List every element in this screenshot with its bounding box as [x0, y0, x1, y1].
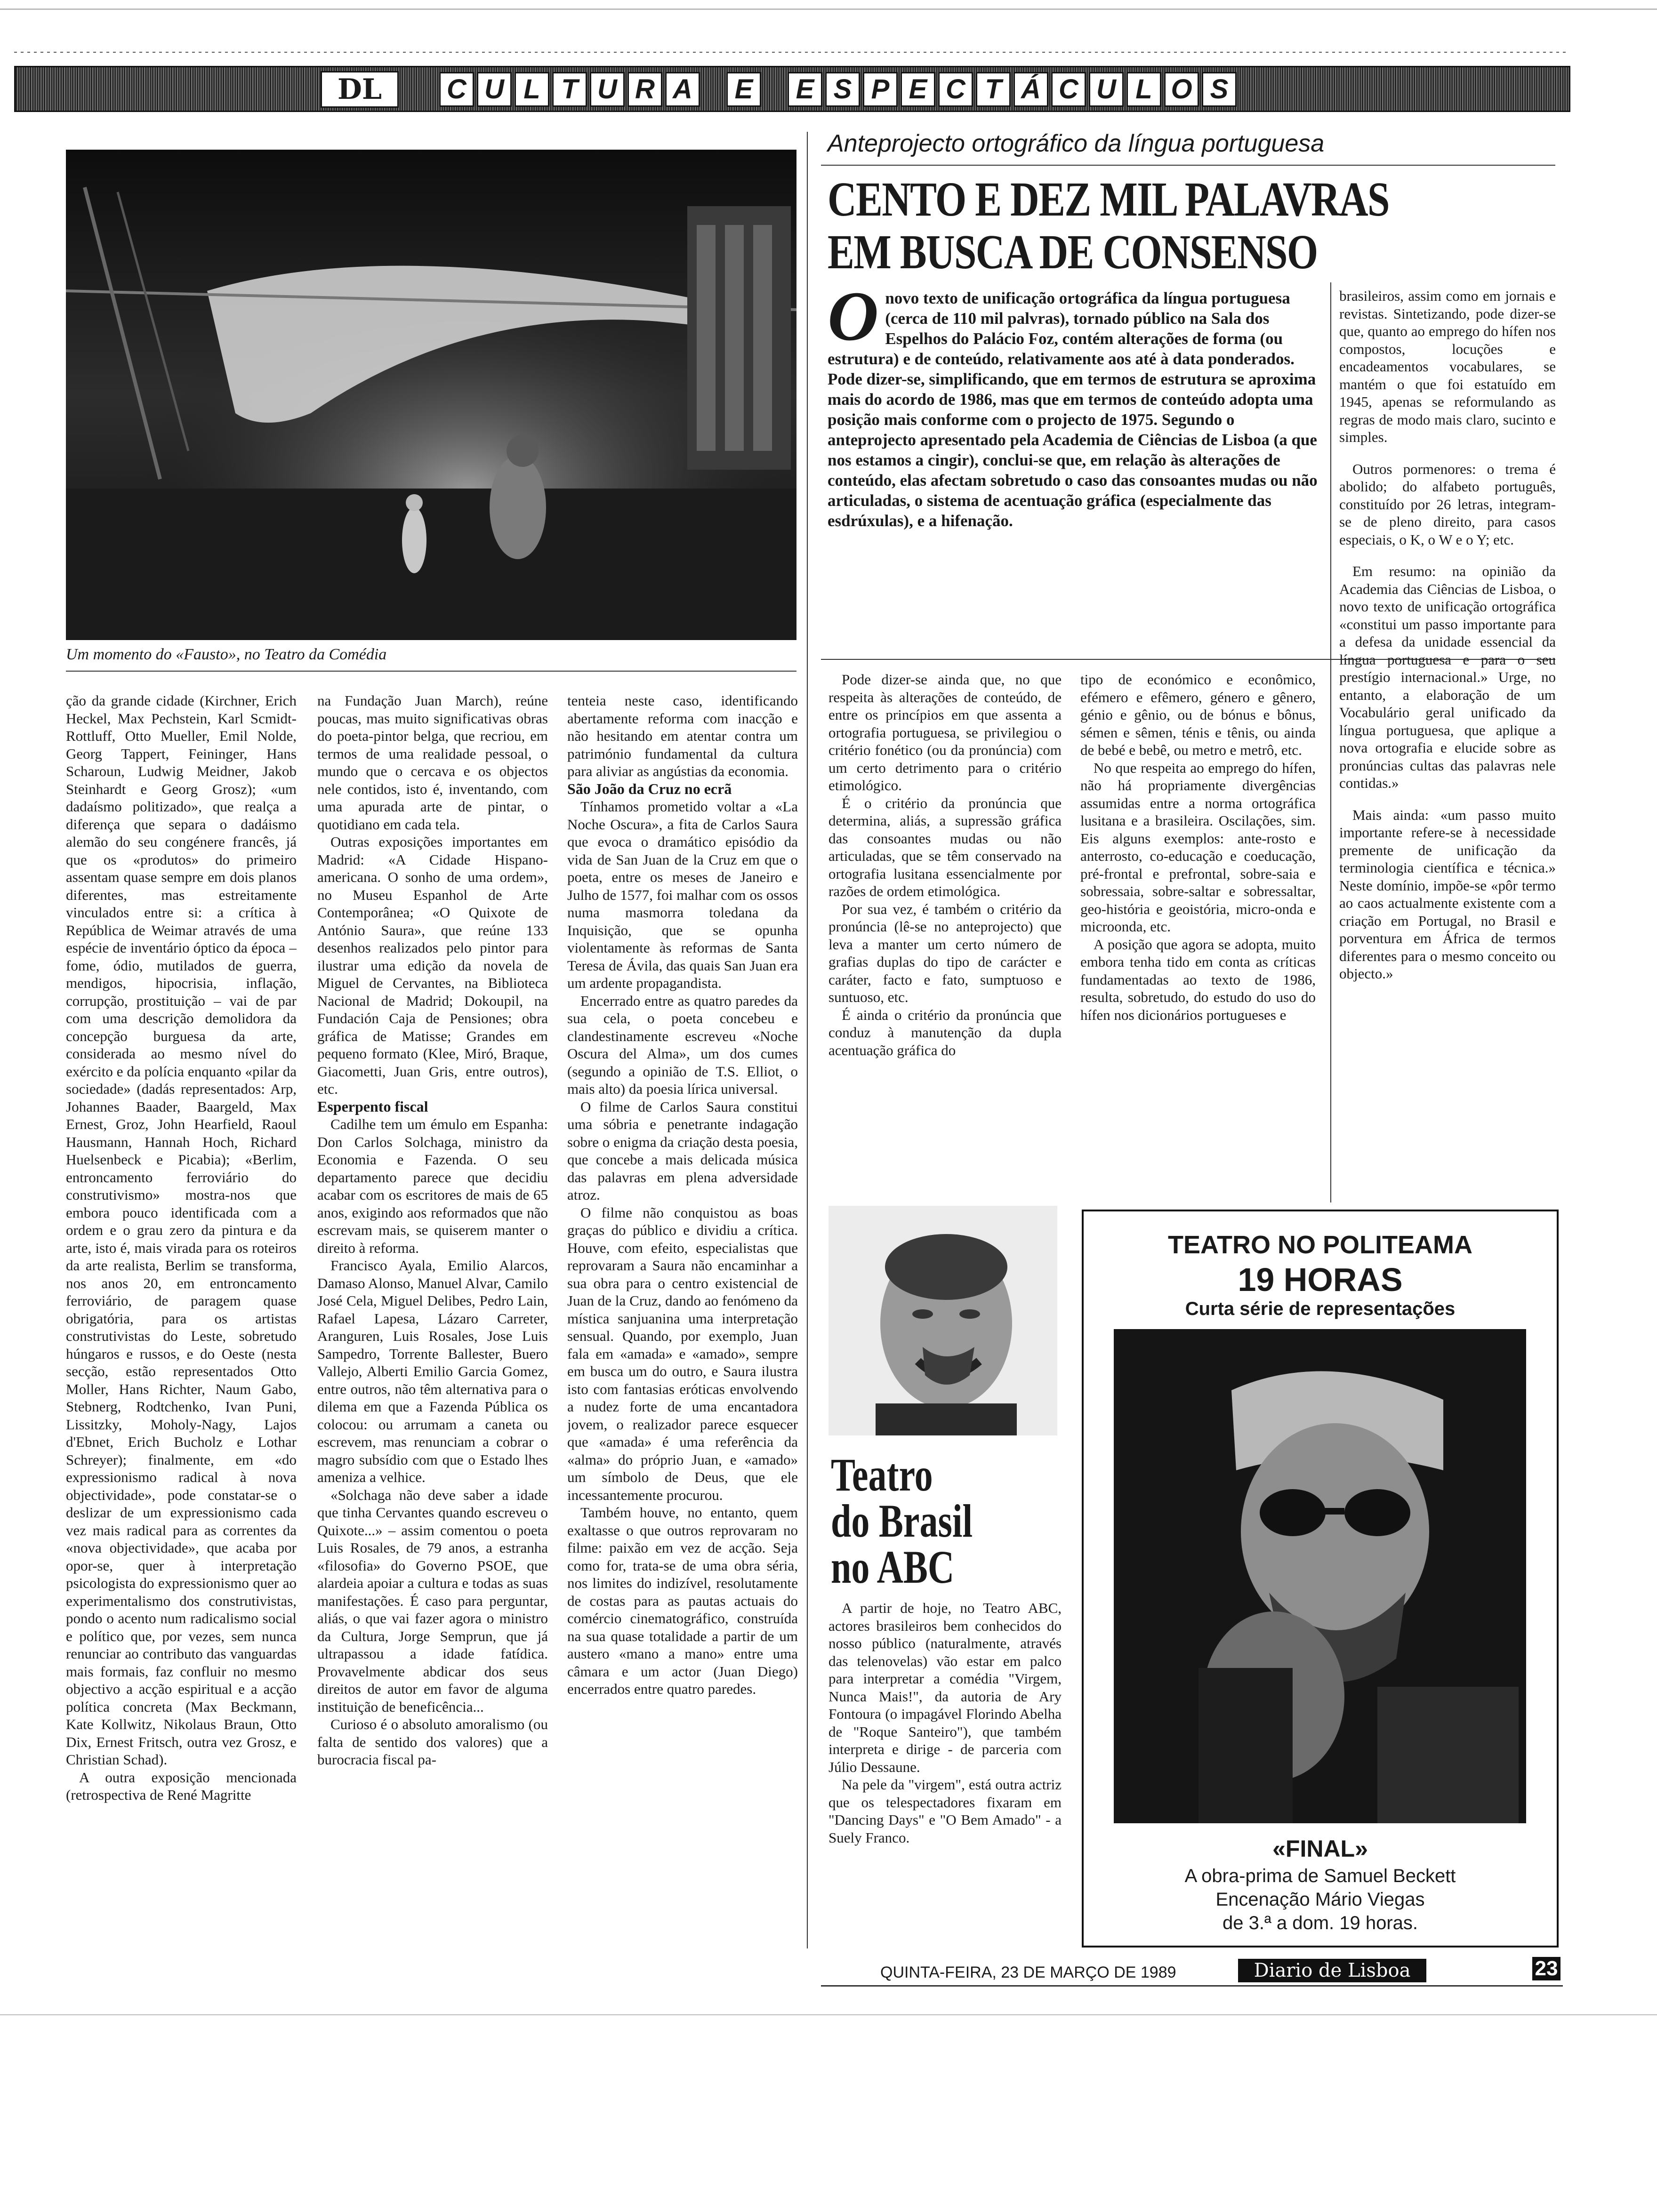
article-headline: [828, 172, 1389, 279]
paragraph: Cadilhe tem um émulo em Espanha: Don Carlos Solchaga, ministro da Economia e Fazenda. O seu departamento parece que decidiu acabar com os escritores de mais de 65 anos, exigindo aos reformados que não escrevam mais, se quiserem manter o direito à reforma.: [317, 1116, 548, 1256]
actor-photo-final: [1114, 1329, 1526, 1823]
top-rule: [0, 8, 1657, 10]
paragraph: Outras exposições importantes em Madrid: «A Cidade Hispano-americana. O sonho de uma ordem», no Museu Espanhol de Arte Contemporânea; «O Quixote de António Saura», que reúne 133 desenhos realizados pelo pintor para ilustrar uma edição da novela de Miguel de Cervantes, na Biblioteca Nacional de Madrid; Dokoupil, na Fundación Caja de Pensiones; obra gráfica de Matisse; Grandes em pequeno formato (Klee, Miró, Braque, Giacometti, Juan Gris, entre outros), etc.: [317, 834, 548, 1097]
ad-line-1: TEATRO NO POLITEAMA: [1168, 1231, 1472, 1259]
title-line: no ABC: [831, 1541, 955, 1593]
section-title-letter: T: [976, 72, 1011, 107]
article-column-3: [567, 692, 798, 1925]
top-dotted-rule: [14, 52, 1568, 53]
lead-text: novo texto de unificação ortográfica da língua portuguesa (cerca de 110 mil palvras), tornado público na Sala dos Espelhos do Palácio Foz, contém alterações de forma (ou estrutura) e de conteúdo, relativamente aos até à data ponderados. Pode dizer-se, simplificando, que em termos de estrutura se aproxima mais do acordo de 1986, mas que em termos de conteúdo adopta uma posição mais conforme com o projecto de 1975. Segundo o anteprojecto apresentado pela Academia de Ciências de Lisboa (a que nos estamos a cingir), conclui-se que, em relação às alterações de conteúdo, elas afectam sobretudo o caso das consoantes mudas ou não articuladas, o sistema de acentuação gráfica (especialmente das esdrúxulas), e a hifenação.: [828, 289, 1318, 530]
paragraph: Tínhamos prometido voltar a «La Noche Oscura», a fita de Carlos Saura que evoca o dramático episódio da vida de San Juan de la Cruz em que o poeta, entre os meses de Janeiro e Julho de 1577, foi malhar com os ossos numa masmorra toledana da Inquisição, que se opunha violentamente às reformas de Santa Teresa de Ávila, das quais San Juan era um ardente propagandista.: [567, 798, 798, 991]
paragraph: A outra exposição mencionada (retrospectiva de René Magritte: [66, 1769, 297, 1803]
paragraph: Outros pormenores: o trema é abolido; do alfabeto português, constituído por 26 letras, integram-se de pleno direito, para casos especiais, o K, o W e o Y; etc.: [1339, 460, 1556, 548]
section-title-letter: E: [788, 72, 822, 107]
paragraph: No que respeita ao emprego do hífen, não há propriamente divergências assumidas entre a norma ortográfica lusitana e a brasileira. Oscilações, sim. Eis alguns exemplos: ante-rosto e anterrosto, co-educação e coeducação, pré-frontal e prefrontal, sobre-saia e sobressaia, sobre-saltar e sobressaltar, geo-história e geoistória, micro-onda e microonda, etc.: [1080, 759, 1316, 935]
paragraph: É o critério da pronúncia que determina, aliás, a supressão gráfica das consoantes mudas ou não articuladas, que se têm conservado na ortografia lusitana essencialmente por razões de ordem etimológica.: [828, 794, 1062, 899]
paragraph: Também houve, no entanto, quem exaltasse o que outros reprovaram no filme: paixão em vez de acção. Seja como for, trata-se de uma obra séria, nos limites do indizível, resolutamente de costas para as pautas actuais do comércio cinematográfico, construída na sua quase totalidade a partir de um austero «mano a mano» entre uma câmara e um actor (Juan Diego) encerrados entre quatro paredes.: [567, 1504, 798, 1697]
paragraph: «Solchaga não deve saber a idade que tinha Cervantes quando escreveu o Quixote...» – assim comentou o poeta Luis Rosales, de 79 anos, a estranha «filosofia» do Governo PSOE, que alardeia apoiar a cultura e todas as suas manifestações. É caso para perguntar, aliás, o que vai fazer agora o ministro da Cultura, Jorge Semprun, que já ultrapassou a idade fatídica. Provavelmente abdicar dos seus direitos de autor em favor de alguma instituição de beneficência...: [317, 1486, 548, 1715]
subhead-esperpento: Esperpento fiscal: [317, 1098, 428, 1115]
drop-cap: O: [828, 277, 879, 355]
section-title-letter: T: [552, 72, 587, 107]
paragraph: Em resumo: na opinião da Academia das Ciências de Lisboa, o novo texto de unificação ortográfica «constitui um passo importante para a defesa da unidade essencial da língua portuguesa e para o seu prestígio internacional.» Urge, no entanto, a elaboração de um Vocabulário geral unificado da língua portuguesa, que aplique a nova ortografia e elucide sobre as pronúncias cultas das palavras nele contidas.»: [1339, 563, 1556, 791]
paragraph: O filme de Carlos Saura constitui uma sóbria e penetrante indagação sobre o enigma da criação desta poesia, que concebe a mais delicada música das palavras em plena adversidade atroz.: [567, 1098, 798, 1203]
paragraph: A posição que agora se adopta, muito embora tenha tido em conta as críticas fundamentadas ao texto de 1986, resulta, sobretudo, do estudo do uso do hífen nos dicionários portugueses e: [1080, 936, 1316, 1023]
paragraph: tenteia neste caso, identificando abertamente reforma com inacção e não hesitando em atentar contra um património fundamental da cultura para aliviar as angústias da economia.: [567, 692, 798, 779]
actor-portrait-image: [828, 1206, 1057, 1435]
article-column-1: [66, 692, 297, 1925]
footer-masthead: Diario de Lisboa: [1238, 1959, 1426, 1982]
section-title-letter: C: [439, 72, 474, 107]
paragraph: O filme não conquistou as boas graças do público e dividiu a crítica. Houve, com efeito, especialistas que reprovaram a Saura não encaminhar a sua obra para o centro existencial de Juan de la Cruz, dando ao fenómeno da mística sanjuanina uma interpretação sensual. Quando, por exemplo, Juan fala em «amada» e «amado», sempre em busca um do outro, e Saura ilustra isto com fantasias eróticas envolvendo a nudez forte de uma encantadora jovem, o realizador parece esquecer que «amada» é uma referência da «alma» do próprio Juan, e «amado» um símbolo de Deus, que ele incessantemente procurou.: [567, 1204, 798, 1503]
bottom-rule: [0, 2014, 1657, 2015]
ad-sub-2: Encenação Mário Viegas: [1215, 1889, 1425, 1910]
section-header-band: [14, 66, 1570, 112]
section-title-letter: C: [938, 72, 973, 107]
paragraph: É ainda o critério da pronúncia que conduz à manutenção da dupla acentuação gráfica do: [828, 1006, 1062, 1058]
stage-photo-image: [66, 150, 796, 640]
ad-sub-3: de 3.ª a dom. 19 horas.: [1222, 1913, 1418, 1933]
actor-portrait-photo: [828, 1206, 1057, 1435]
column-rule: [66, 671, 796, 672]
paragraph: Francisco Ayala, Emilio Alarcos, Damaso Alonso, Manuel Alvar, Camilo José Cela, Miguel Delibes, Pedro Lain, Rafael Lapesa, Lázaro Carreter, Aranguren, Luis Rosales, Jose Luis Sampedro, Torrente Ballester, Buero Vallejo, Alberti Emilio Garcia Gomez, entre outros, não têm alternativa para o dilema em que a Fazenda Pública os colocou: ou arrumam a caneta ou escrevem, mas renunciam a cobrar o magro subsídio com que o Estado lhes ameniza a velhice.: [317, 1257, 548, 1485]
paragraph: Por sua vez, é também o critério da pronúncia (lê-se no anteprojecto) que leva a manter um certo número de grafias duplas do tipo de carácter e caráter, facto e fato, sumptuoso e suntuoso, etc.: [828, 900, 1062, 1005]
article-lead: [828, 277, 1327, 531]
footer-rule: [821, 1985, 1563, 1987]
paragraph: ção da grande cidade (Kirchner, Erich Heckel, Max Pechstein, Karl Scmidt-Rottluff, Otto Mueller, Emil Nolde, Georg Tappert, Feininger, Hans Scharoun, Ludwig Meidner, Jakob Steinhardt e Georg Grosz); «um dadaísmo politizado», que realça a diferença que separa o dadáismo alemão do seu congénere francês, já que os «produtos» do primeiro assentam quase sempre em dois planos diferentes, mas estreitamente vinculados entre si: a crítica à República de Weimar através de uma espécie de inventário óptico da época – fome, ódio, mutilados de guerra, mendigos, hipocrisia, inflação, corrupção, prostituição – vai de par com uma descrição demolidora da concepção burguesa da arte, considerada ao mesmo nível do exército e da polícia enquanto «pilar da sociedade» (dadás representados: Arp, Johannes Baader, Baargeld, Max Ernest, Groz, John Hearfield, Raoul Hausmann, Hannah Hoch, Richard Huelsenbeck e Picabia); «Berlim, entroncamento ferroviário do construtivismo» mostra-nos que embora pouco identificada com a ordem e o grau zero da pintura e da arte, isto é, mais virada para os roteiros da arte realista, Berlim se transforma, nos anos 20, em entroncamento ferroviário, de paragem quase obrigatória, para os artistas construtivistas do Leste, sobretudo húngaros e russos, e do Oeste (nesta secção, estão representados Otto Moller, Hans Richter, Naum Gabo, Stebnerg, Rodtchenko, Ivan Puni, Lissitzky, Moholy-Nagy, Lajos d'Ebnet, Erich Bucholz e Lothar Schreyer); finalmente, em «do expressionismo radical à nova objectividade», pode constatar-se o deslizar de um expressionismo cada vez mais radical para as correntes da «nova objectividade», que acaba por opor-se, quer à interpretação psicologista do expressionismo quer ao experimentalismo dos construtivistas, pondo o acento num radicalismo social e político que, por vezes, sem nunca renunciar ao contributo das vanguardas mais formais, faz confluir no mesmo objectivo a acção espiritual e a acção política concreta (Max Beckmann, Kate Kollwitz, Nikolaus Braun, Otto Dix, Ernest Fritsch, outra vez Grosz, e Christian Schad).: [66, 692, 297, 1768]
section-title-letter: S: [825, 72, 860, 107]
ad-line-2: 19 HORAS: [1238, 1261, 1403, 1298]
article-column-4: [828, 671, 1062, 1202]
section-title-letter: U: [590, 72, 625, 107]
paragraph: A partir de hoje, no Teatro ABC, actores brasileiros bem conhecidos do nosso público (naturalmente, através das telenovelas) vão estar em palco para interpretar a comédia "Virgem, Nunca Mais!", da autoria de Ary Fontoura (o impagável Florindo Abelha de "Roque Santeiro"), que também interpreta e dirige - de parceria com Júlio Dessaune.: [828, 1600, 1062, 1775]
section-title-letter: P: [863, 72, 898, 107]
section-title-letter: Á: [1014, 72, 1048, 107]
paragraph: brasileiros, assim como em jornais e revistas. Sintetizando, pode dizer-se que, quanto ao emprego do hífen nos compostos, locuções e encadeamentos vocabulares, se mantém o que foi estatuído em 1945, apenas se reformulando as regras de modo mais claro, sucinto e simples.: [1339, 288, 1556, 445]
title-line: do Brasil: [831, 1495, 973, 1547]
section-title-letter: L: [1126, 72, 1161, 107]
section-title-letter: C: [1051, 72, 1086, 107]
politeama-ad: [1082, 1210, 1559, 1948]
paragraph: na Fundação Juan March), reúne poucas, mas muito significativas obras do poeta-pintor belga, que recriou, em termos de uma realidade pessoal, o mundo que o cercava e os objectos nele contidos, isto é, inventando, com uma apurada arte de pintar, o quotidiano em cada tela.: [317, 692, 548, 833]
section-title-letter: E: [726, 72, 761, 107]
paragraph: Pode dizer-se ainda que, no que respeita às alterações de conteúdo, de entre os princípios em que assenta a ortografia portuguesa, se privilegiou o critério fonético (ou da pronúncia) com um certo detrimento para o critério etimológico.: [828, 671, 1062, 793]
teatro-brasil-body: [828, 1599, 1062, 1929]
ad-line-3: Curta série de representações: [1185, 1298, 1456, 1319]
column-rule: [807, 132, 808, 1948]
section-title-letter: U: [477, 72, 512, 107]
column-rule: [1330, 282, 1331, 1202]
ad-title: «FINAL»: [1272, 1835, 1368, 1862]
photo-caption: Um momento do «Fausto», no Teatro da Comédia: [66, 646, 387, 663]
page-number: 23: [1532, 1957, 1560, 1980]
footer-date: QUINTA-FEIRA, 23 DE MARÇO DE 1989: [880, 1964, 1176, 1981]
section-title-letter: L: [515, 72, 549, 107]
section-title-letter: O: [1164, 72, 1199, 107]
article-column-5: [1080, 671, 1316, 1202]
kicker-rule: [821, 165, 1555, 166]
section-title-letter: E: [901, 72, 935, 107]
paragraph: tipo de económico e econômico, efémero e efêmero, género e gênero, génio e gênio, ou de bónus e bônus, sémen e sêmen, ténis e tênis, ou ainda de bebé e bebê, ou metro e metrô, etc.: [1080, 671, 1316, 758]
subhead-sao-joao: São João da Cruz no ecrã: [567, 780, 732, 797]
headline-line-2: EM BUSCA DE CONSENSO: [828, 225, 1318, 279]
paragraph: Encerrado entre as quatro paredes da sua cela, o poeta concebeu e clandestinamente escreveu «Noche Oscura del Alma», um dos cumes (segundo a opinião de T.S. Elliot, o mais alto) da poesia lírica universal.: [567, 992, 798, 1097]
ad-sub-1: A obra-prima de Samuel Beckett: [1184, 1866, 1456, 1886]
article-kicker: Anteprojecto ortográfico da língua portuguesa: [828, 130, 1325, 157]
teatro-brasil-title: [831, 1449, 992, 1593]
paragraph: Curioso é o absoluto amoralismo (ou falta de sentido dos valores) que a burocracia fiscal pa-: [317, 1716, 548, 1768]
section-title-letter: U: [1089, 72, 1124, 107]
paragraph: Mais ainda: «um passo muito importante refere-se à necessidade premente de unificação da terminologia científica e técnica.» Neste domínio, impõe-se «pôr termo ao caos actualmente existente com a criação em Portugal, no Brasil e porventura em África de termos diferentes para o mesmo conceito ou objecto.»: [1339, 806, 1556, 982]
section-title-letter: S: [1202, 72, 1237, 107]
article-column-6: [1339, 287, 1556, 1202]
actor-photo-final-image: [1114, 1329, 1526, 1823]
title-line: Teatro: [831, 1449, 933, 1501]
section-title-letter: A: [665, 72, 700, 107]
fausto-stage-photo: [66, 150, 796, 640]
headline-line-1: CENTO E DEZ MIL PALAVRAS: [828, 172, 1389, 226]
paragraph: Na pele da "virgem", está outra actriz que os telespectadores fixaram em "Dancing Days" e "O Bem Amado" - a Suely Franco.: [828, 1776, 1062, 1846]
dl-logo: DL: [321, 71, 399, 108]
article-column-2: [317, 692, 548, 1925]
section-title-letter: R: [627, 72, 662, 107]
